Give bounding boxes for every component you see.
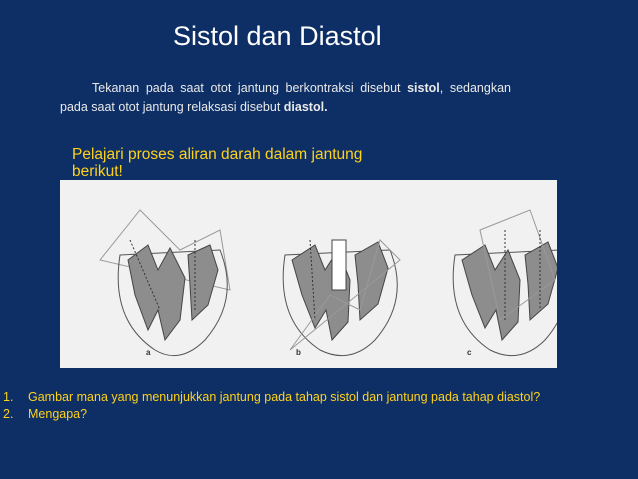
slide-title: Sistol dan Diastol — [173, 21, 382, 51]
question-text: Mengapa? — [28, 407, 88, 421]
figure-label-a: a — [146, 348, 151, 357]
paragraph-part-1: Tekanan pada saat otot jantung berkontraksi disebut — [92, 81, 401, 95]
term-diastol: diastol. — [283, 100, 328, 114]
question-item — [0, 406, 630, 423]
question-text: Gambar mana yang menunjukkan jantung pada tahap sistol dan jantung pada tahap diastol? — [28, 390, 541, 404]
paragraph-part-2: , sedangkan pada saat otot jantung relaksasi disebut — [60, 81, 511, 114]
question-number: 2. — [3, 407, 14, 421]
heart-diagram-a — [100, 210, 230, 356]
heart-diagram-c — [453, 210, 557, 356]
figure-label-b: b — [296, 348, 301, 357]
heart-diagrams — [60, 180, 557, 368]
heart-diagram-b — [283, 240, 400, 356]
figure-label-c: c — [467, 348, 472, 357]
definition-paragraph — [60, 79, 511, 117]
question-number: 1. — [3, 390, 14, 404]
heart-cycle-figure — [60, 180, 557, 368]
question-list — [0, 389, 630, 423]
question-item — [0, 389, 630, 406]
instruction-text: Pelajari proses aliran darah dalam jantung berikut! — [72, 146, 363, 180]
term-sistol: sistol — [407, 81, 440, 95]
